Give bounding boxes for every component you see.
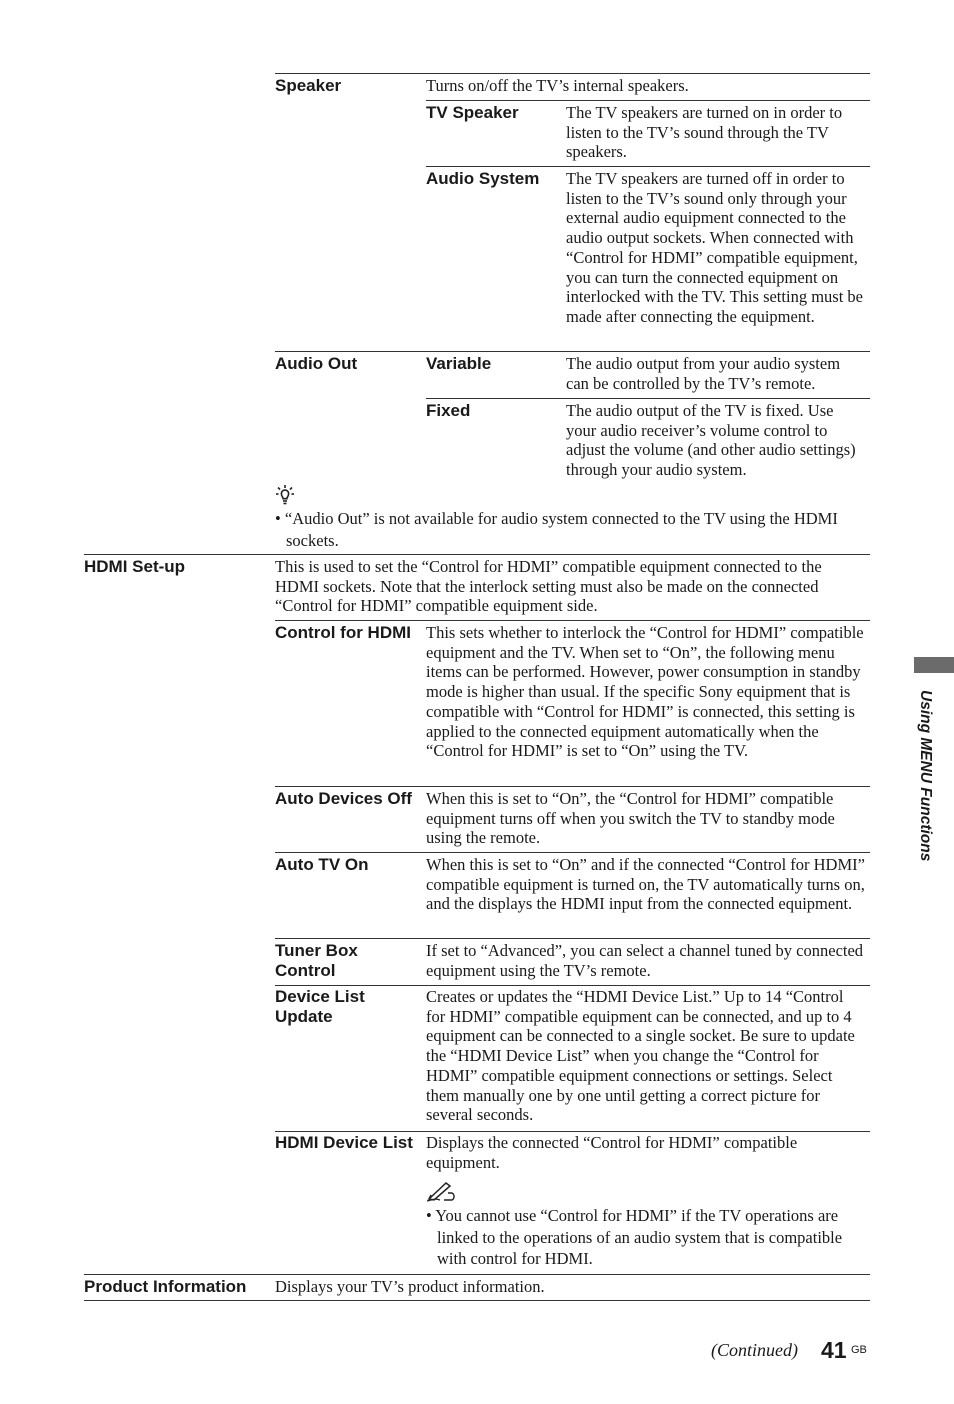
tuner-box-control-label: Tuner Box Control [275, 941, 358, 980]
rule-control-hdmi-top [275, 620, 870, 621]
continued-label: (Continued) [711, 1340, 798, 1360]
variable-label: Variable [426, 354, 492, 373]
hdmi-setup-label: HDMI Set-up [84, 557, 186, 576]
hdmi-device-list-desc: Displays the connected “Control for HDMI” compatible equipment. [426, 1133, 798, 1172]
rule-product-info-top [84, 1274, 870, 1275]
rule-speaker-top [275, 73, 870, 74]
side-section-title: Using MENU Functions [917, 690, 934, 862]
audio-system-label: Audio System [426, 169, 540, 188]
fixed-label: Fixed [426, 401, 471, 420]
control-for-hdmi-label: Control for HDMI [275, 623, 411, 642]
section-tab-marker [914, 657, 954, 673]
hdmi-note: • You cannot use “Control for HDMI” if the TV operations are linked to the operations of an audio system that is compatible with control for HDMI. [426, 1206, 843, 1268]
auto-tv-on-desc: When this is set to “On” and if the connected “Control for HDMI” compatible equipment is turned on, the TV automatically turns on, and the displays the HDMI input from the connected equipment. [426, 855, 865, 914]
auto-tv-on-label: Auto TV On [275, 855, 369, 874]
rule-auto-devices-off-top [275, 786, 870, 787]
fixed-desc: The audio output of the TV is fixed. Use your audio receiver’s volume control to adjust the volume (and other audio settings) through your audio system. [566, 401, 856, 480]
product-info-desc: Displays your TV’s product information. [275, 1277, 545, 1296]
tv-speaker-label: TV Speaker [426, 103, 519, 122]
audio-out-tip: • “Audio Out” is not available for audio system connected to the TV using the HDMI sockets. [275, 509, 838, 550]
pencil-note-icon [426, 1180, 458, 1202]
region-code: GB [851, 1344, 867, 1356]
rule-tuner-box-top [275, 938, 870, 939]
hdmi-device-list-label: HDMI Device List [275, 1133, 413, 1152]
auto-devices-off-label: Auto Devices Off [275, 789, 412, 808]
device-list-update-desc: Creates or updates the “HDMI Device List.” Up to 14 “Control for HDMI” compatible equipment can be connected, and up to 4 equipment can be connected to a single socket. Be sure to update the “HDMI Device List” when you change the “Control for HDMI” compatible equipment connections or settings. Select them manually one by one until getting a correct picture for several seconds. [426, 987, 855, 1125]
hdmi-setup-desc: This is used to set the “Control for HDMI” compatible equipment connected to the HDMI sockets. Note that the interlock setting must also be made on the connected “Control for HDMI” compatible equipment side. [275, 557, 822, 616]
rule-table-bottom [84, 1300, 870, 1301]
rule-fixed-top [426, 398, 870, 399]
lightbulb-tip-icon [275, 484, 295, 506]
rule-tv-speaker-top [426, 100, 870, 101]
rule-hdmi-setup-top [84, 554, 870, 555]
speaker-desc: Turns on/off the TV’s internal speakers. [426, 76, 689, 95]
audio-out-label: Audio Out [275, 354, 358, 373]
variable-desc: The audio output from your audio system can be controlled by the TV’s remote. [566, 354, 841, 393]
rule-auto-tv-on-top [275, 852, 870, 853]
product-info-label: Product Information [84, 1277, 247, 1296]
audio-system-desc: The TV speakers are turned off in order to listen to the TV’s sound only through your external audio equipment connected to the audio output sockets. When connected with “Control for HDMI” compatible equipment, you can turn the connected equipment on interlocked with the TV. This setting must be made after connecting the equipment. [566, 169, 863, 326]
rule-device-list-update-top [275, 985, 870, 986]
speaker-label: Speaker [275, 76, 342, 95]
rule-hdmi-device-list-top [275, 1131, 870, 1132]
rule-audio-out-top [275, 351, 870, 352]
tuner-box-control-desc: If set to “Advanced”, you can select a channel tuned by connected equipment using the TV’s remote. [426, 941, 864, 980]
tv-speaker-desc: The TV speakers are turned on in order to listen to the TV’s sound through the TV speakers. [566, 103, 843, 162]
control-for-hdmi-desc: This sets whether to interlock the “Control for HDMI” compatible equipment and the TV. When set to “On”, the following menu items can be performed. However, power consumption in standby mode is higher than usual. If the specific Sony equipment that is compatible with “Control for HDMI” is connected, this setting is applied to the connected equipment automatically when the “Control for HDMI” is set to “On” using the TV. [426, 623, 864, 761]
auto-devices-off-desc: When this is set to “On”, the “Control for HDMI” compatible equipment turns off when you switch the TV to standby mode using the remote. [426, 789, 835, 848]
device-list-update-label: Device List Update [275, 987, 365, 1026]
rule-audio-system-top [426, 166, 870, 167]
page-number: 41 [821, 1337, 847, 1363]
